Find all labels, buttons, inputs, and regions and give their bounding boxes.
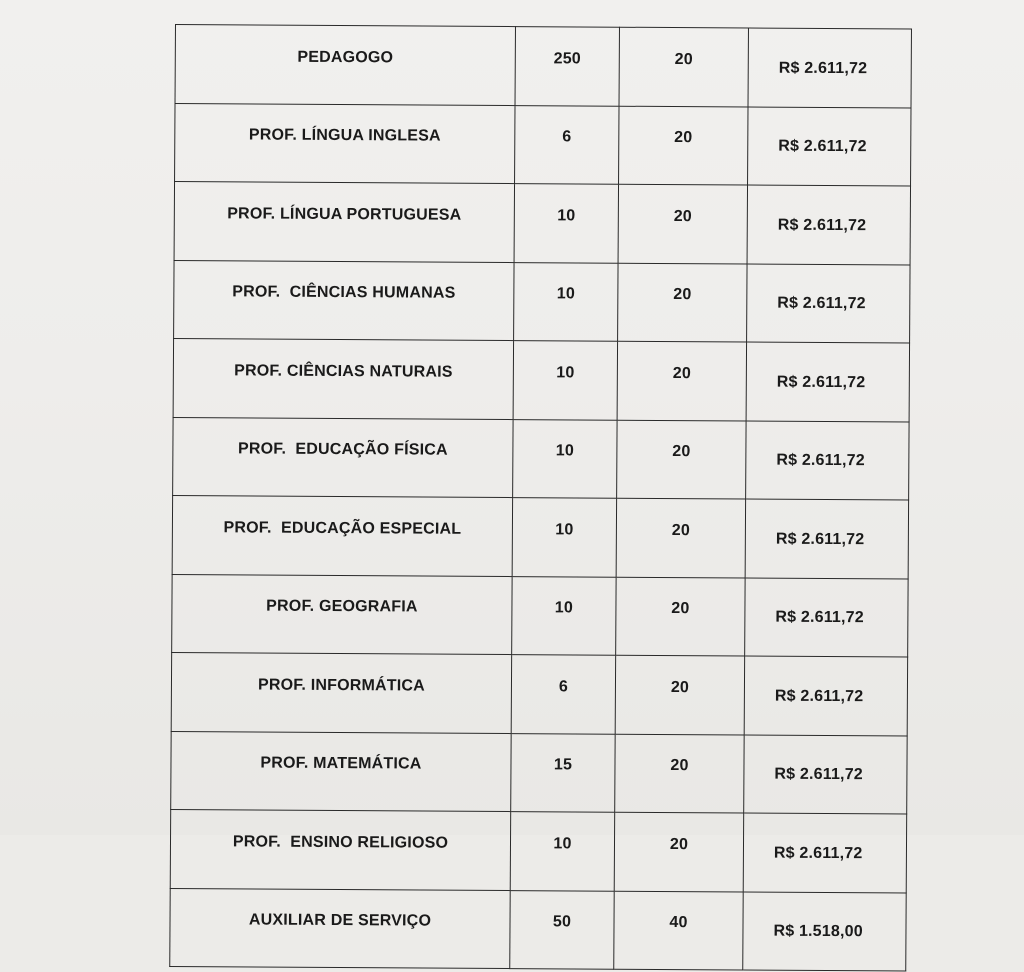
weekly-hours-cell: 20 (616, 498, 745, 577)
vacancies-cell: 10 (514, 184, 618, 263)
weekly-hours-cell: 20 (615, 655, 744, 734)
table-row (172, 495, 908, 578)
position-name-cell: PROF. ENSINO RELIGIOSO (170, 809, 510, 890)
position-name-cell: PROF. LÍNGUA PORTUGUESA (174, 182, 514, 263)
table-row (174, 182, 910, 265)
position-name-cell: PEDAGOGO (175, 25, 515, 106)
table-row (170, 809, 906, 892)
vacancies-cell: 10 (513, 341, 617, 420)
salary-cell: R$ 2.611,72 (744, 734, 907, 813)
salary-cell: R$ 2.611,72 (747, 263, 910, 342)
position-name-cell: PROF. GEOGRAFIA (172, 574, 512, 655)
vacancies-cell: 6 (511, 655, 615, 734)
vacancies-cell: 10 (512, 576, 616, 655)
table-row (173, 338, 909, 421)
weekly-hours-cell: 20 (614, 812, 743, 891)
position-name-cell: PROF. INFORMÁTICA (171, 652, 511, 733)
positions-table (169, 24, 912, 971)
vacancies-cell: 50 (510, 890, 614, 969)
weekly-hours-cell: 20 (618, 184, 747, 263)
weekly-hours-cell: 40 (614, 891, 743, 970)
vacancies-cell: 10 (514, 262, 618, 341)
salary-cell: R$ 2.611,72 (743, 813, 906, 892)
table-row (174, 260, 910, 343)
table-row (172, 574, 908, 657)
salary-cell: R$ 2.611,72 (744, 656, 907, 735)
table-row (173, 417, 909, 500)
weekly-hours-cell: 20 (619, 106, 748, 185)
table-row (171, 731, 907, 814)
position-name-cell: PROF. CIÊNCIAS NATURAIS (173, 338, 513, 419)
weekly-hours-cell: 20 (618, 263, 747, 342)
salary-cell: R$ 2.611,72 (748, 107, 911, 186)
salary-cell: R$ 1.518,00 (743, 891, 906, 970)
position-name-cell: PROF. CIÊNCIAS HUMANAS (174, 260, 514, 341)
vacancies-cell: 10 (513, 419, 617, 498)
salary-cell: R$ 2.611,72 (747, 185, 910, 264)
salary-cell: R$ 2.611,72 (746, 420, 909, 499)
position-name-cell: AUXILIAR DE SERVIÇO (170, 888, 510, 969)
position-name-cell: PROF. MATEMÁTICA (171, 731, 511, 812)
weekly-hours-cell: 20 (617, 341, 746, 420)
table-row (175, 25, 911, 108)
position-name-cell: PROF. LÍNGUA INGLESA (175, 103, 515, 184)
salary-cell: R$ 2.611,72 (745, 577, 908, 656)
table-row (175, 103, 911, 186)
weekly-hours-cell: 20 (617, 420, 746, 499)
salary-cell: R$ 2.611,72 (745, 499, 908, 578)
weekly-hours-cell: 20 (616, 577, 745, 656)
vacancies-cell: 250 (515, 27, 619, 106)
salary-cell: R$ 2.611,72 (748, 28, 911, 107)
vacancies-cell: 6 (515, 105, 619, 184)
salary-cell: R$ 2.611,72 (746, 342, 909, 421)
weekly-hours-cell: 20 (619, 27, 748, 106)
positions-table-wrapper (169, 24, 911, 971)
position-name-cell: PROF. EDUCAÇÃO FÍSICA (173, 417, 513, 498)
vacancies-cell: 15 (511, 733, 615, 812)
vacancies-cell: 10 (510, 812, 614, 891)
table-row (171, 652, 907, 735)
table-row (170, 888, 906, 971)
position-name-cell: PROF. EDUCAÇÃO ESPECIAL (172, 495, 512, 576)
vacancies-cell: 10 (512, 498, 616, 577)
weekly-hours-cell: 20 (615, 734, 744, 813)
